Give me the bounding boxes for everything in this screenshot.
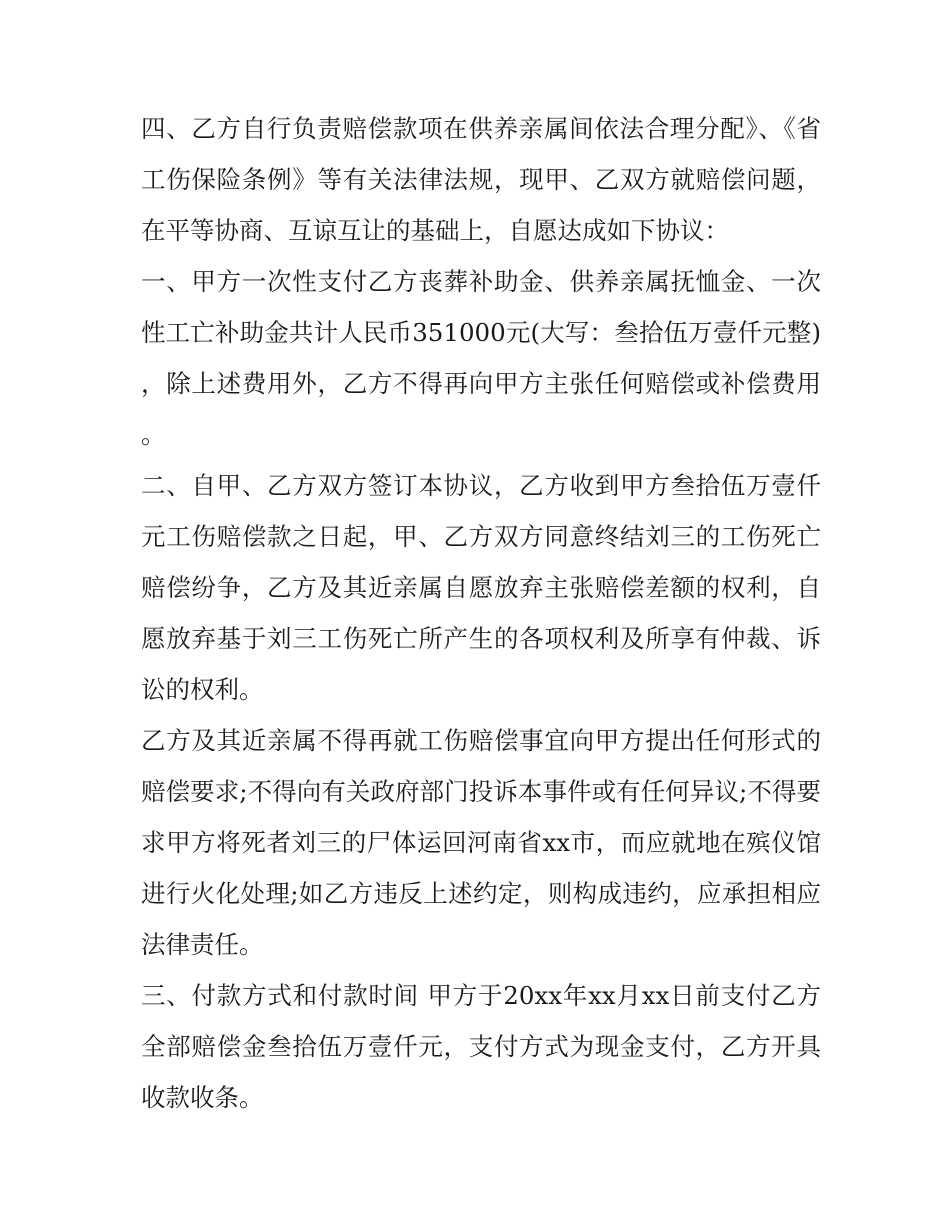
paragraph-restrictions: 乙方及其近亲属不得再就工伤赔偿事宜向甲方提出任何形式的赔偿要求;不得向有关政府部门投诉本事件或有任何异议;不得要求甲方将死者刘三的尸体运回河南省xx市，而应就地在殡仪馆进行火化处理;如乙方违反上述约定，则构成违约，应承担相应法律责任。: [141, 726, 821, 959]
paragraph-clause-two: 二、自甲、乙方双方签订本协议，乙方收到甲方叁拾伍万壹仟元工伤赔偿款之日起，甲、乙方双方同意终结刘三的工伤死亡赔偿纷争，乙方及其近亲属自愿放弃主张赔偿差额的权利，自愿放弃基于刘三工伤死亡所产生的各项权利及所享有仲裁、诉讼的权利。: [141, 471, 821, 704]
paragraph-clause-four: 四、乙方自行负责赔偿款项在供养亲属间依法合理分配》、《省工伤保险条例》等有关法律法规，现甲、乙双方就赔偿问题，在平等协商、互谅互让的基础上，自愿达成如下协议：: [141, 114, 821, 245]
document-body: [141, 103, 821, 1123]
paragraph-clause-one: 一、甲方一次性支付乙方丧葬补助金、供养亲属抚恤金、一次性工亡补助金共计人民币351000元(大写：叁拾伍万壹仟元整)，除上述费用外，乙方不得再向甲方主张任何赔偿或补偿费用。: [141, 267, 821, 449]
paragraph-clause-three: 三、付款方式和付款时间 甲方于20xx年xx月xx日前支付乙方全部赔偿金叁拾伍万壹仟元，支付方式为现金支付，乙方开具收款收条。: [141, 981, 821, 1112]
